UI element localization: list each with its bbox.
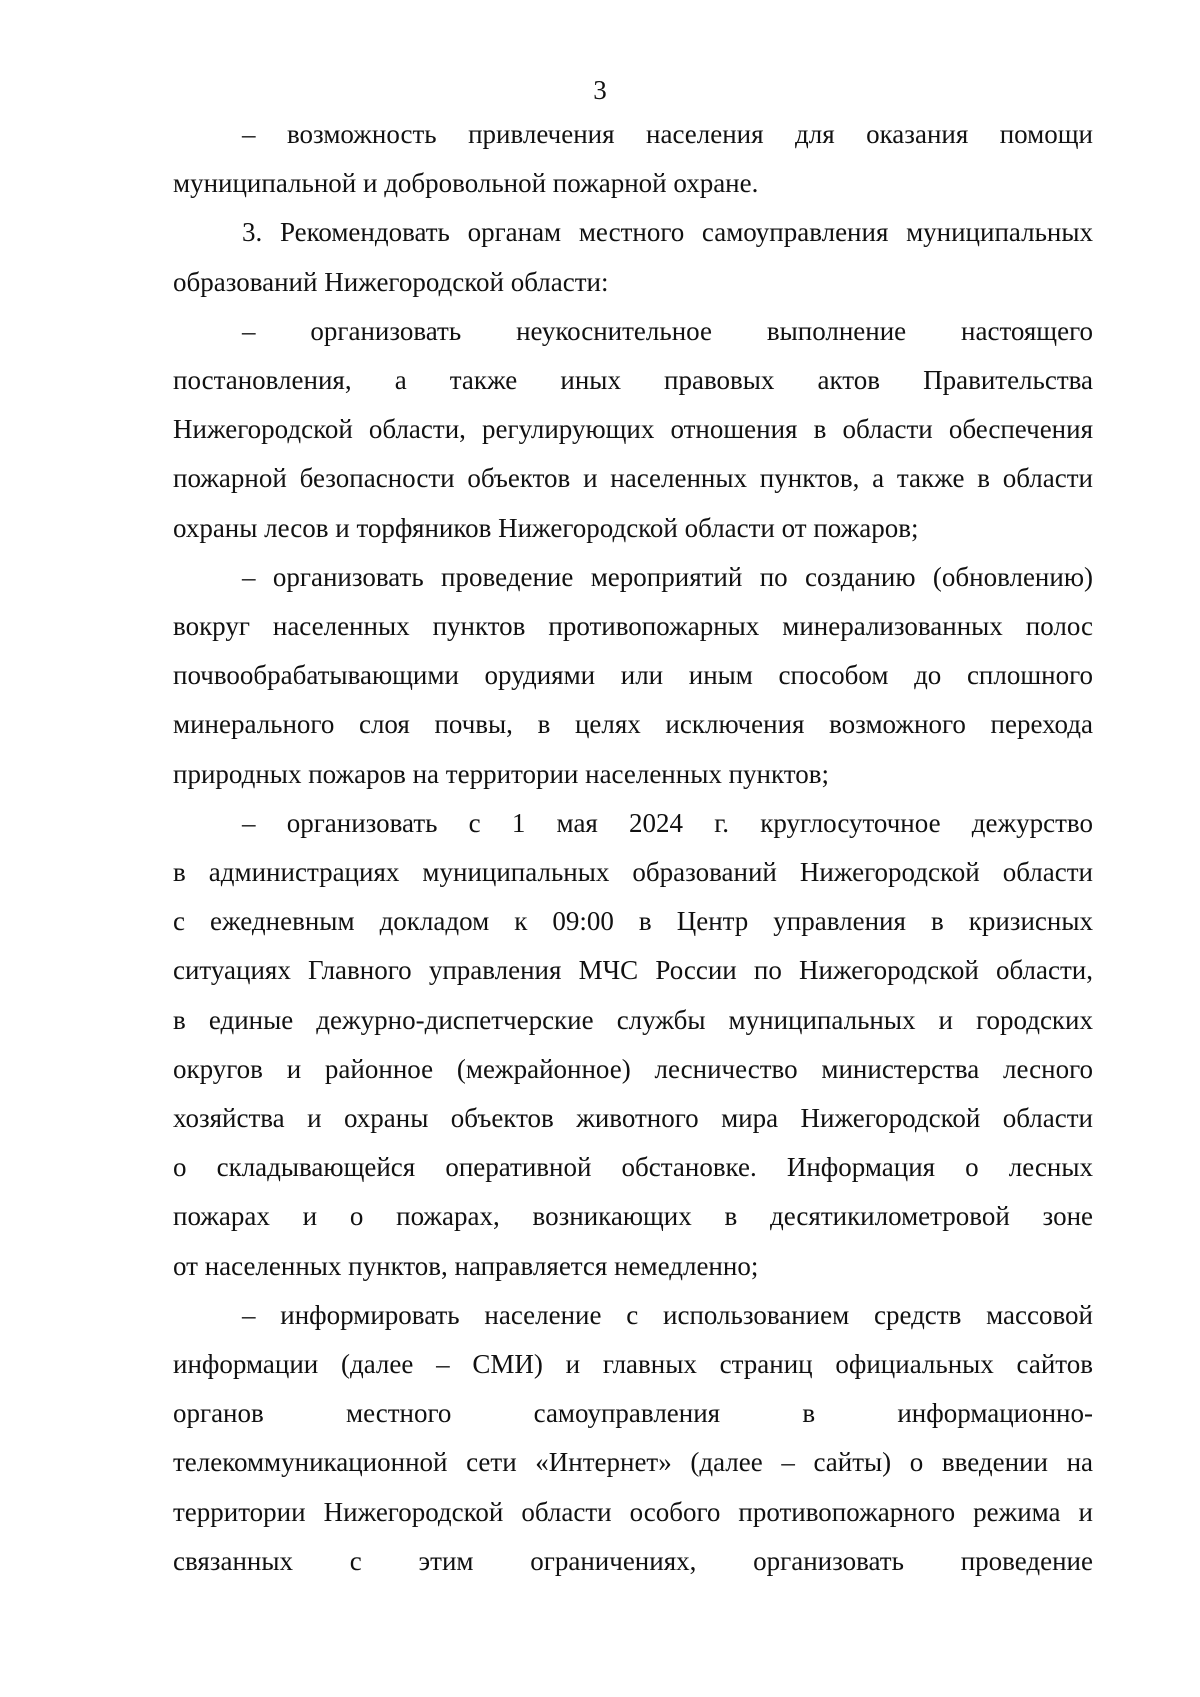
paragraph	[173, 110, 1093, 208]
text-line: органов местного самоуправления в информационно-	[173, 1398, 1093, 1429]
paragraph	[173, 1291, 1093, 1586]
text-line: природных пожаров на территории населенных пунктов;	[173, 758, 829, 789]
text-line: хозяйства и охраны объектов животного мира Нижегородской области	[173, 1103, 1093, 1134]
text-line: информации (далее – СМИ) и главных страниц официальных сайтов	[173, 1349, 1093, 1380]
text-line: минерального слоя почвы, в целях исключения возможного перехода	[173, 709, 1093, 740]
text-line: вокруг населенных пунктов противопожарных минерализованных полос	[173, 611, 1093, 642]
text-line: муниципальной и добровольной пожарной охране.	[173, 168, 759, 199]
text-line: с ежедневным докладом к 09:00 в Центр управления в кризисных	[173, 906, 1093, 937]
text-line: – организовать проведение мероприятий по созданию (обновлению)	[242, 561, 1093, 592]
text-line: – организовать с 1 мая 2024 г. круглосуточное дежурство	[242, 807, 1093, 838]
text-line: постановления, а также иных правовых актов Правительства	[173, 365, 1093, 396]
text-line: почвообрабатывающими орудиями или иным способом до сплошного	[173, 660, 1093, 691]
text-line: охраны лесов и торфяников Нижегородской области от пожаров;	[173, 512, 919, 543]
paragraph	[173, 553, 1093, 799]
text-line: – возможность привлечения населения для оказания помощи	[242, 119, 1093, 149]
text-line: в администрациях муниципальных образований Нижегородской области	[173, 857, 1093, 888]
paragraph	[173, 208, 1093, 306]
text-line: от населенных пунктов, направляется немедленно;	[173, 1250, 759, 1281]
text-line: Нижегородской области, регулирующих отношения в области обеспечения	[173, 414, 1093, 445]
text-line: 3. Рекомендовать органам местного самоуправления муниципальных	[242, 217, 1093, 248]
text-line: образований Нижегородской области:	[173, 266, 609, 297]
text-line: о складывающейся оперативной обстановке. Информация о лесных	[173, 1152, 1093, 1183]
text-line: связанных с этим ограничениях, организовать проведение	[173, 1545, 1093, 1576]
text-line: ситуациях Главного управления МЧС России по Нижегородской области,	[173, 955, 1093, 986]
text-line: округов и районное (межрайонное) лесничество министерства лесного	[173, 1053, 1093, 1084]
text-line: территории Нижегородской области особого противопожарного режима и	[173, 1496, 1093, 1527]
text-line: пожарах и о пожарах, возникающих в десятикилометровой зоне	[173, 1201, 1093, 1232]
page-number: 3	[593, 75, 607, 105]
document-body	[173, 110, 1093, 1586]
text-line: в единые дежурно-диспетчерские службы муниципальных и городских	[173, 1004, 1093, 1035]
text-line: – организовать неукоснительное выполнение настоящего	[242, 315, 1093, 346]
text-line: телекоммуникационной сети «Интернет» (далее – сайты) о введении на	[173, 1447, 1093, 1478]
text-line: – информировать население с использованием средств массовой	[242, 1299, 1093, 1330]
text-line: пожарной безопасности объектов и населенных пунктов, а также в области	[173, 463, 1093, 494]
paragraph	[173, 307, 1093, 553]
paragraph	[173, 799, 1093, 1291]
